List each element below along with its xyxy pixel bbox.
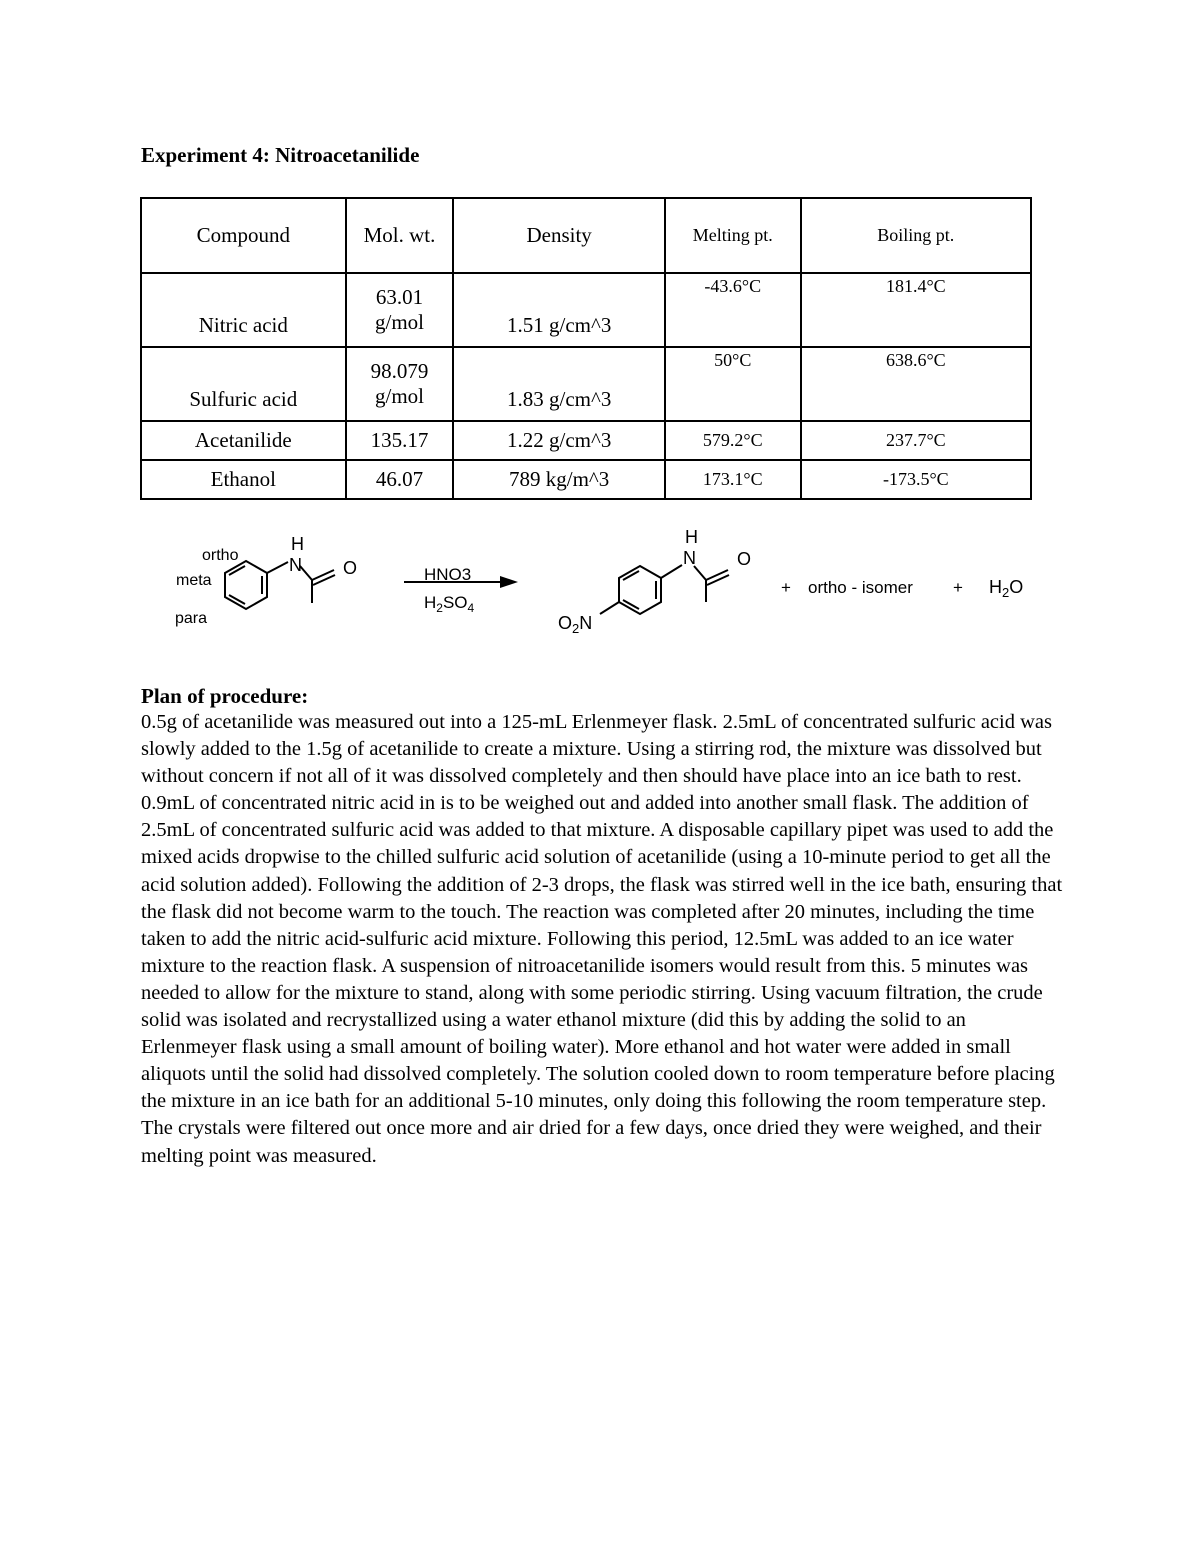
table-row [141, 421, 1031, 460]
product-n-label: N [683, 548, 696, 568]
acetanilide-structure [225, 561, 335, 609]
header-melting-pt: Melting pt. [665, 198, 801, 273]
ortho-label: ortho [202, 547, 239, 564]
para-label: para [175, 610, 208, 627]
water-label: $H_2O$ [989, 577, 1024, 600]
table-row [141, 273, 1031, 347]
nitroacetanilide-structure [600, 565, 729, 614]
reactant-h-label: H [291, 534, 304, 554]
header-mol-wt: Mol. wt. [346, 198, 454, 273]
header-density: Density [453, 198, 664, 273]
cell-boiling-pt: 237.7°C [801, 421, 1031, 460]
cell-melting-pt: 579.2°C [665, 421, 801, 460]
cell-mol-wt: 46.07 [346, 460, 454, 499]
reagent-hno3: HNO3 [424, 565, 472, 584]
table-row [141, 347, 1031, 421]
cell-density: 1.83 g/cm^3 [453, 347, 664, 421]
reactant-o-label: O [343, 558, 358, 578]
cell-mol-wt [346, 273, 454, 347]
cell-boiling-pt: 638.6°C [801, 347, 1031, 421]
reactant-n-label: N [289, 555, 302, 575]
cell-density: 1.22 g/cm^3 [453, 421, 664, 460]
header-boiling-pt: Boiling pt. [801, 198, 1031, 273]
mol-wt-value: 63.01 [375, 285, 424, 309]
product-h-label: H [685, 530, 698, 547]
header-compound: Compound [141, 198, 346, 273]
meta-label: meta [176, 572, 212, 589]
mol-wt-unit: g/mol [375, 384, 425, 408]
cell-compound: Sulfuric acid [141, 347, 346, 421]
cell-compound: Ethanol [141, 460, 346, 499]
cell-compound: Acetanilide [141, 421, 346, 460]
product-o-label: O [737, 549, 752, 569]
cell-melting-pt: 173.1°C [665, 460, 801, 499]
mol-wt-value: 98.079 [370, 359, 429, 383]
cell-boiling-pt: -173.5°C [801, 460, 1031, 499]
reagent-h2so4: $H_2SO_4$ [424, 593, 475, 615]
cell-mol-wt [346, 347, 454, 421]
procedure-paragraph: 0.5g of acetanilide was measured out into a 125-mL Erlenmeyer flask. 2.5mL of concentrated sulfuric acid was slowly added to the 1.5g of acetanilide to create a mixture. Using a stirring rod, the mixture was dissolved but without concern if not all of it was dissolved completely and then should have place into an ice bath to rest. 0.9mL of concentrated nitric acid in is to be weighed out and added into another small flask. The addition of 2.5mL of concentrated sulfuric acid was added to that mixture. A disposable capillary pipet was used to add the mixed acids dropwise to the chilled sulfuric acid solution of acetanilide (using a 10-minute period to get all the acid solution added). Following the addition of 2-3 drops, the flask was stirred well in the ice bath, ensuring that the flask did not become warm to the touch. The reaction was completed after 20 minutes, including the time taken to add the nitric acid-sulfuric acid mixture. Following this period, 12.5mL was added to an ice water mixture to the reaction flask. A suspension of nitroacetanilide isomers would result from this. 5 minutes was needed to allow for the mixture to stand, along with some periodic stirring. Using vacuum filtration, the crude solid was isolated and recrystallized using a water ethanol mixture (did this by adding the solid to an Erlenmeyer flask using a small amount of boiling water). More ethanol and hot water were added in small aliquots until the solid had dissolved completely. The solution cooled down to room temperature before placing the mixture in an ice bath for an additional 5-10 minutes, only doing this following the room temperature step. The crystals were filtered out once more and air dried for a few days, once dried they were weighed, and their melting point was measured. [141, 711, 1063, 1167]
cell-density: 1.51 g/cm^3 [453, 273, 664, 347]
ortho-isomer-label: ortho - isomer [808, 578, 913, 597]
table-header-row [141, 198, 1031, 273]
cell-compound: Nitric acid [141, 273, 346, 347]
cell-boiling-pt: 181.4°C [801, 273, 1031, 347]
procedure-heading: Plan of procedure: [141, 684, 309, 708]
table-row [141, 460, 1031, 499]
nitro-group-label: $O_2N$ [558, 613, 593, 636]
cell-melting-pt: 50°C [665, 347, 801, 421]
reaction-scheme [170, 530, 1050, 640]
plus-sign: + [781, 578, 791, 597]
page-title: Experiment 4: Nitroacetanilide [141, 143, 420, 167]
plus-sign: + [953, 578, 963, 597]
cell-melting-pt: -43.6°C [665, 273, 801, 347]
cell-mol-wt: 135.17 [346, 421, 454, 460]
cell-density: 789 kg/m^3 [453, 460, 664, 499]
mol-wt-unit: g/mol [375, 310, 425, 334]
properties-table [140, 197, 1032, 500]
